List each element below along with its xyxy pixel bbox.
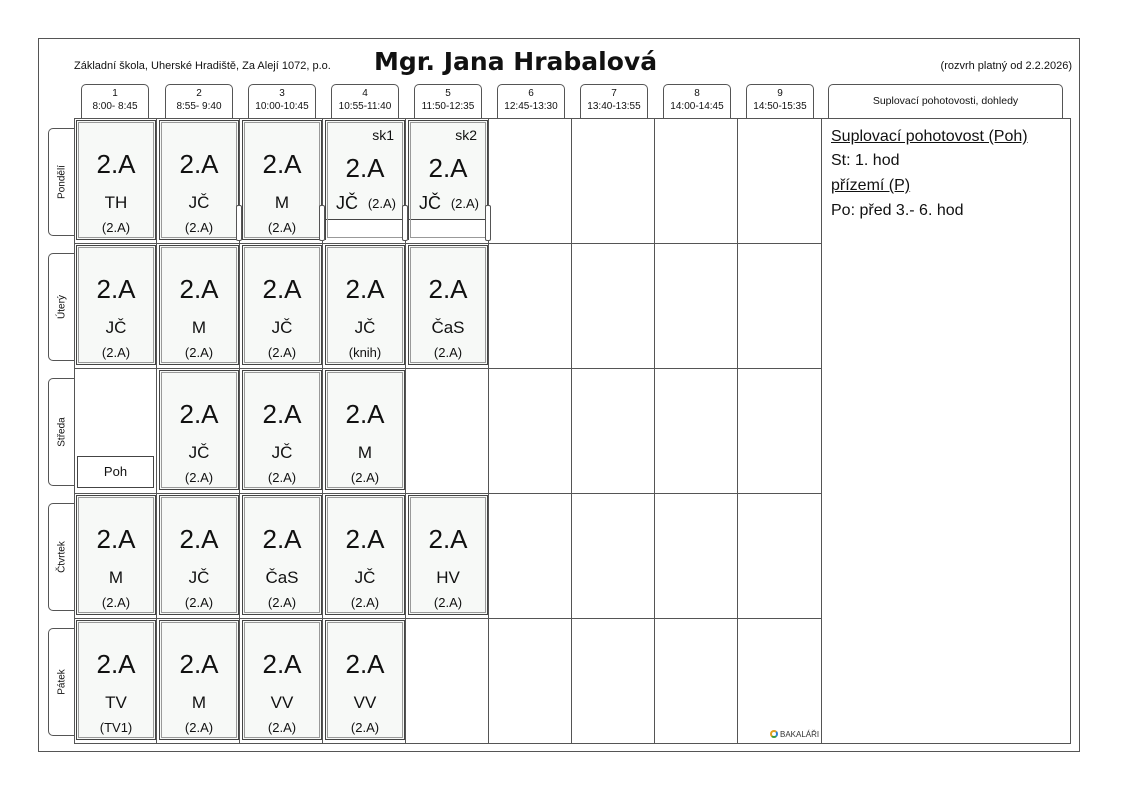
break-marker bbox=[236, 205, 242, 241]
lesson-subject: JČ bbox=[354, 318, 376, 337]
cell-divider bbox=[409, 219, 487, 240]
hour-header-8: 8 14:00-14:45 bbox=[663, 84, 731, 118]
grid-line bbox=[654, 118, 655, 744]
lesson-subject: M bbox=[191, 318, 207, 337]
lesson-room: (2.A) bbox=[350, 595, 380, 610]
lesson-subject: TV bbox=[105, 693, 127, 712]
hour-header-7: 7 13:40-13:55 bbox=[580, 84, 648, 118]
lesson-class: 2.A bbox=[179, 274, 219, 304]
lesson-subject: HV bbox=[436, 568, 460, 587]
lesson-class: 2.A bbox=[345, 649, 385, 679]
lesson-subject: M bbox=[191, 693, 207, 712]
lesson-room: (2.A) bbox=[267, 220, 297, 235]
supl-title: Suplovací pohotovost (Poh) bbox=[831, 128, 1028, 145]
lesson-room: (2.A) bbox=[184, 220, 214, 235]
lesson-cell[interactable] bbox=[325, 245, 405, 365]
lesson-subject: JČ bbox=[419, 193, 441, 213]
lesson-room: (2.A) bbox=[433, 345, 463, 360]
lesson-room: (2.A) bbox=[267, 595, 297, 610]
hour-header-5: 5 11:50-12:35 bbox=[414, 84, 482, 118]
supl-line: St: 1. hod bbox=[831, 152, 900, 169]
lesson-cell[interactable] bbox=[76, 245, 156, 365]
break-marker bbox=[402, 205, 408, 241]
lesson-class: 2.A bbox=[428, 524, 468, 554]
lesson-subject: JČ bbox=[354, 568, 376, 587]
lesson-subject: JČ bbox=[271, 443, 293, 462]
lesson-class: 2.A bbox=[262, 274, 302, 304]
lesson-subject: TH bbox=[104, 193, 128, 212]
break-marker bbox=[319, 205, 325, 241]
lesson-class: 2.A bbox=[428, 153, 468, 183]
lesson-room: (2.A) bbox=[350, 470, 380, 485]
lesson-class: 2.A bbox=[345, 399, 385, 429]
hour-header-9: 9 14:50-15:35 bbox=[746, 84, 814, 118]
day-label-fri: Pátek bbox=[48, 628, 74, 736]
lesson-cell-group[interactable] bbox=[325, 120, 405, 240]
duty-cell-poh[interactable]: Poh bbox=[77, 456, 154, 488]
lesson-room: (2.A) bbox=[184, 595, 214, 610]
lesson-cell[interactable] bbox=[325, 495, 405, 615]
lesson-subject: M bbox=[274, 193, 290, 212]
lesson-class: 2.A bbox=[345, 524, 385, 554]
lesson-cell[interactable] bbox=[159, 495, 239, 615]
lesson-subject: M bbox=[357, 443, 373, 462]
lesson-subject: M bbox=[108, 568, 124, 587]
grid-line bbox=[737, 118, 738, 744]
lesson-room: (2.A) bbox=[350, 720, 380, 735]
lesson-room: (2.A) bbox=[184, 470, 214, 485]
lesson-class: 2.A bbox=[262, 524, 302, 554]
hour-header-2: 2 8:55- 9:40 bbox=[165, 84, 233, 118]
lesson-subject: JČ bbox=[336, 193, 358, 213]
lesson-cell[interactable] bbox=[408, 245, 488, 365]
lesson-group: sk1 bbox=[372, 127, 394, 143]
lesson-room: (2.A) bbox=[184, 345, 214, 360]
grid-line bbox=[74, 368, 822, 369]
hour-header-3: 3 10:00-10:45 bbox=[248, 84, 316, 118]
brand-logo: BAKALÁŘI bbox=[770, 730, 819, 739]
lesson-cell-group[interactable] bbox=[408, 120, 488, 240]
lesson-cell[interactable] bbox=[242, 495, 322, 615]
hour-header-6: 6 12:45-13:30 bbox=[497, 84, 565, 118]
grid-line bbox=[74, 618, 822, 619]
lesson-cell[interactable] bbox=[76, 120, 156, 240]
grid-line bbox=[571, 118, 572, 744]
lesson-class: 2.A bbox=[179, 149, 219, 179]
lesson-room: (2.A) bbox=[267, 470, 297, 485]
lesson-cell[interactable] bbox=[159, 120, 239, 240]
lesson-class: 2.A bbox=[179, 649, 219, 679]
lesson-cell[interactable] bbox=[159, 245, 239, 365]
lesson-room: (2.A) bbox=[101, 345, 131, 360]
lesson-cell[interactable] bbox=[159, 620, 239, 740]
lesson-cell[interactable] bbox=[76, 495, 156, 615]
lesson-room: (2.A) bbox=[184, 720, 214, 735]
valid-from: (rozvrh platný od 2.2.2026) bbox=[940, 60, 1072, 72]
lesson-subject: JČ bbox=[188, 443, 210, 462]
lesson-cell[interactable] bbox=[242, 620, 322, 740]
lesson-room: (knih) bbox=[348, 345, 382, 360]
lesson-subject: ČaS bbox=[431, 318, 465, 337]
lesson-subject: JČ bbox=[188, 568, 210, 587]
lesson-class: 2.A bbox=[345, 274, 385, 304]
lesson-cell[interactable] bbox=[242, 120, 322, 240]
lesson-cell[interactable] bbox=[242, 370, 322, 490]
lesson-class: 2.A bbox=[345, 153, 385, 183]
lesson-subject: JČ bbox=[271, 318, 293, 337]
day-label-mon: Pondělí bbox=[48, 128, 74, 236]
lesson-cell[interactable] bbox=[159, 370, 239, 490]
lesson-room: (2.A) bbox=[367, 196, 396, 211]
lesson-room: (2.A) bbox=[450, 196, 479, 211]
lesson-room: (2.A) bbox=[101, 595, 131, 610]
hour-header-1: 1 8:00- 8:45 bbox=[81, 84, 149, 118]
school-name: Základní škola, Uherské Hradiště, Za Alejí 1072, p.o. bbox=[74, 60, 331, 72]
lesson-cell[interactable] bbox=[325, 370, 405, 490]
lesson-group: sk2 bbox=[455, 127, 477, 143]
bakalari-icon bbox=[770, 730, 778, 738]
grid-line bbox=[74, 243, 822, 244]
lesson-cell[interactable] bbox=[325, 620, 405, 740]
lesson-subject: VV bbox=[270, 693, 294, 712]
lesson-subject: JČ bbox=[105, 318, 127, 337]
day-label-tue: Úterý bbox=[48, 253, 74, 361]
lesson-cell[interactable] bbox=[242, 245, 322, 365]
day-label-thu: Čtvrtek bbox=[48, 503, 74, 611]
lesson-room: (2.A) bbox=[433, 595, 463, 610]
lesson-class: 2.A bbox=[428, 274, 468, 304]
lesson-cell[interactable] bbox=[408, 495, 488, 615]
lesson-room: (2.A) bbox=[267, 720, 297, 735]
lesson-class: 2.A bbox=[96, 649, 136, 679]
day-label-wed: Středa bbox=[48, 378, 74, 486]
lesson-class: 2.A bbox=[96, 524, 136, 554]
lesson-class: 2.A bbox=[179, 399, 219, 429]
teacher-name: Mgr. Jana Hrabalová bbox=[374, 47, 658, 76]
lesson-class: 2.A bbox=[262, 399, 302, 429]
lesson-subject: JČ bbox=[188, 193, 210, 212]
lesson-class: 2.A bbox=[179, 524, 219, 554]
supl-header: Suplovací pohotovosti, dohledy bbox=[828, 84, 1063, 118]
break-marker bbox=[485, 205, 491, 241]
lesson-room: (TV1) bbox=[99, 720, 133, 735]
lesson-cell[interactable] bbox=[76, 620, 156, 740]
lesson-room: (2.A) bbox=[101, 220, 131, 235]
lesson-subject: ČaS bbox=[265, 568, 299, 587]
lesson-class: 2.A bbox=[262, 649, 302, 679]
lesson-subject: VV bbox=[353, 693, 377, 712]
lesson-class: 2.A bbox=[96, 274, 136, 304]
cell-divider bbox=[326, 219, 404, 240]
lesson-class: 2.A bbox=[262, 149, 302, 179]
supl-title-2: přízemí (P) bbox=[831, 177, 911, 194]
supl-line-2: Po: před 3.- 6. hod bbox=[831, 202, 964, 219]
lesson-class: 2.A bbox=[96, 149, 136, 179]
grid-line bbox=[156, 118, 157, 744]
hour-header-4: 4 10:55-11:40 bbox=[331, 84, 399, 118]
lesson-room: (2.A) bbox=[267, 345, 297, 360]
grid-line bbox=[74, 493, 822, 494]
